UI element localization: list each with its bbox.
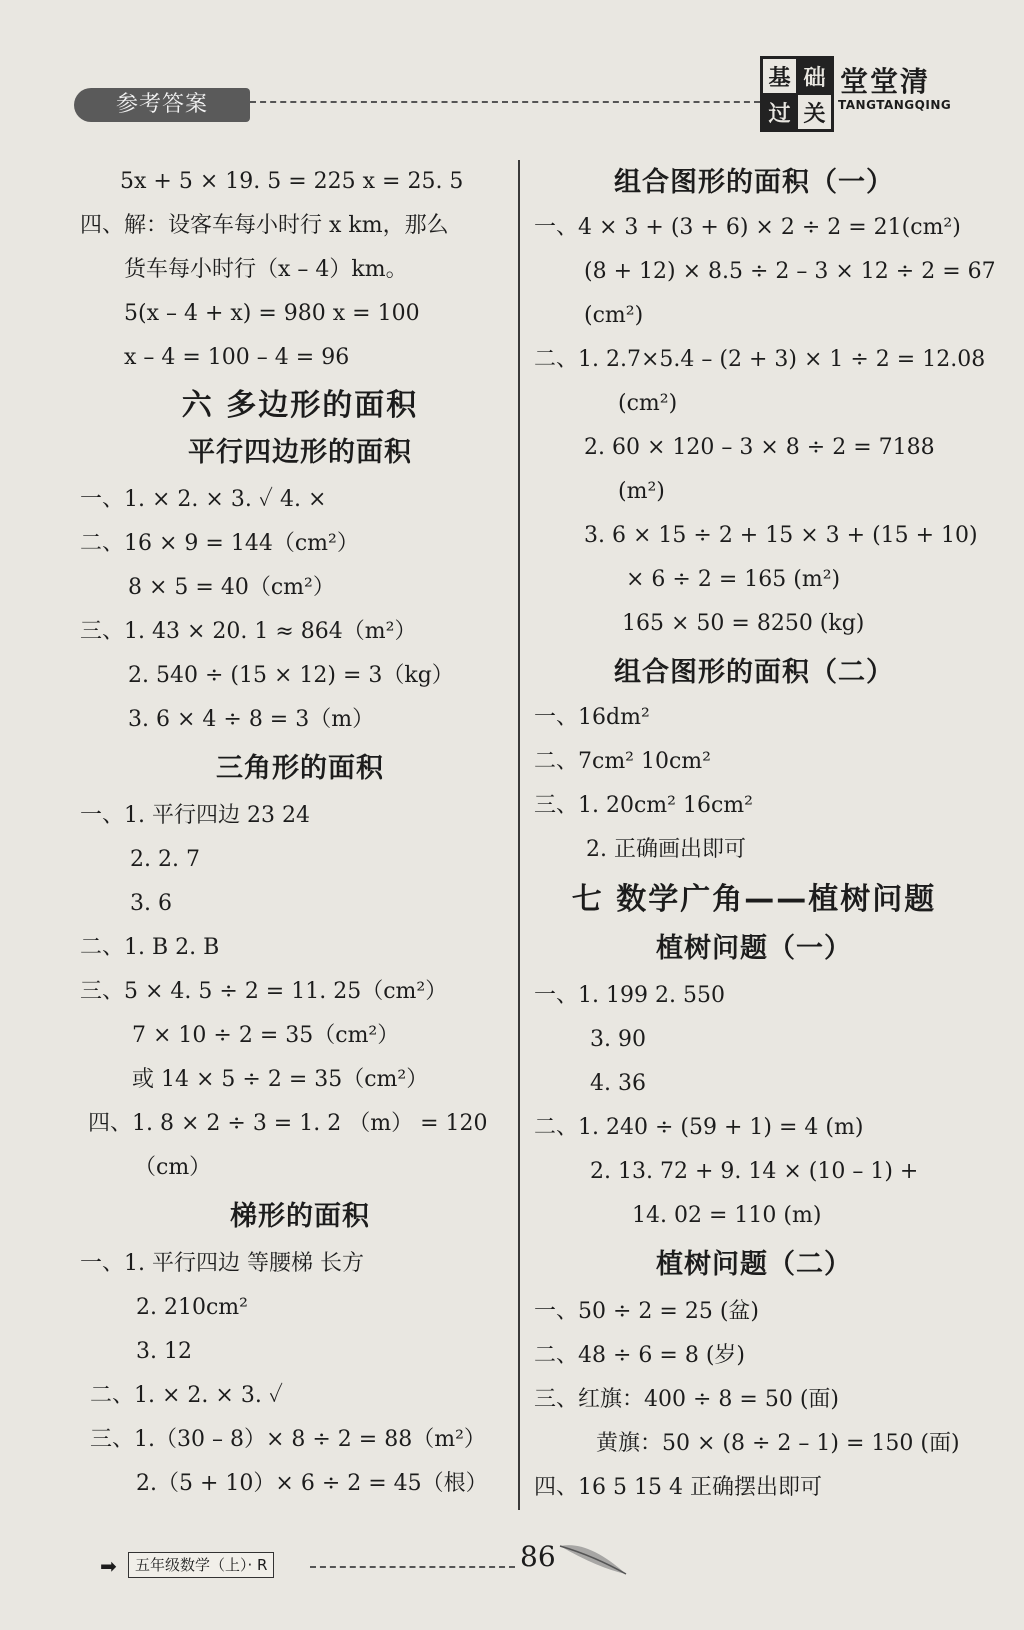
brand-name: 堂堂清 — [840, 65, 931, 98]
answer-line: 三、1.（30 – 8）× 8 ÷ 2 = 88（m²） — [90, 1427, 486, 1452]
answer-line: 三、红旗：400 ÷ 8 = 50 (面) — [534, 1387, 839, 1412]
answer-line: 3. 90 — [590, 1027, 646, 1052]
arrow-right-icon: ➡ — [100, 1554, 117, 1578]
header-dashed-line — [250, 101, 760, 103]
answer-line: 三、5 × 4. 5 ÷ 2 = 11. 25（cm²） — [80, 979, 448, 1004]
answer-line: 3. 6 × 4 ÷ 8 = 3（m） — [128, 707, 375, 732]
answer-line: 二、1. × 2. × 3. ✓ — [90, 1383, 283, 1408]
answer-line: 5(x – 4 + x) = 980 x = 100 — [124, 301, 420, 326]
section-title: 植树问题（一） — [656, 933, 852, 964]
answer-line: 165 × 50 = 8250 (kg) — [622, 611, 865, 636]
series-logo — [760, 56, 834, 132]
answer-line: 2. 2. 7 — [130, 847, 200, 872]
answer-line: 一、1. 平行四边 23 24 — [80, 803, 310, 828]
answer-line: 四、16 5 15 4 正确摆出即可 — [534, 1475, 822, 1500]
section-title: 组合图形的面积（一） — [614, 167, 894, 198]
answer-line: 8 × 5 = 40（cm²） — [128, 575, 335, 600]
logo-char: 关 — [797, 94, 832, 130]
answer-line: 2. 60 × 120 – 3 × 8 ÷ 2 = 7188 — [584, 435, 935, 460]
answer-line: 2. 210cm² — [136, 1295, 248, 1320]
section-title: 植树问题（二） — [656, 1249, 852, 1280]
logo-char: 基 — [762, 58, 797, 94]
answer-line: 一、1. 199 2. 550 — [534, 983, 725, 1008]
answer-line: x – 4 = 100 – 4 = 96 — [124, 345, 350, 370]
answer-line: 二、48 ÷ 6 = 8 (岁) — [534, 1343, 745, 1368]
answer-line: 二、16 × 9 = 144（cm²） — [80, 531, 359, 556]
feather-icon — [558, 1538, 628, 1578]
answer-line: 货车每小时行（x – 4）km。 — [124, 257, 408, 282]
logo-char: 础 — [797, 58, 832, 94]
answer-line: 2.（5 + 10）× 6 ÷ 2 = 45（根） — [136, 1471, 488, 1496]
answer-line: 三、1. 43 × 20. 1 ≈ 864（m²） — [80, 619, 417, 644]
logo-char: 过 — [762, 94, 797, 130]
section-title: 三角形的面积 — [216, 753, 384, 784]
answer-line: × 6 ÷ 2 = 165 (m²) — [626, 567, 841, 592]
answer-line: 3. 6 — [130, 891, 172, 916]
answer-line: 二、1. B 2. B — [80, 935, 220, 960]
answer-line: （cm） — [134, 1155, 212, 1180]
answer-line: 一、16dm² — [534, 705, 650, 730]
answer-line: 一、1. 平行四边 等腰梯 长方 — [80, 1251, 364, 1276]
section-title: 平行四边形的面积 — [188, 437, 412, 468]
section-title: 组合图形的面积（二） — [614, 657, 894, 688]
chapter-title: 七 数学广角——植树问题 — [571, 882, 937, 917]
answer-line: 黄旗：50 × (8 ÷ 2 – 1) = 150 (面) — [596, 1431, 960, 1456]
answer-line: 7 × 10 ÷ 2 = 35（cm²） — [132, 1023, 400, 1048]
section-title: 梯形的面积 — [230, 1201, 370, 1232]
answer-line: (m²) — [618, 479, 665, 504]
answer-line: 一、1. × 2. × 3. ✓ 4. × — [80, 487, 327, 512]
answer-line: 5x + 5 × 19. 5 = 225 x = 25. 5 — [120, 169, 464, 194]
answer-line: (8 + 12) × 8.5 ÷ 2 – 3 × 12 ÷ 2 = 67 — [584, 259, 996, 284]
answer-line: 14. 02 = 110 (m) — [632, 1203, 822, 1228]
answer-line: (cm²) — [584, 303, 644, 328]
chapter-title: 六 多边形的面积 — [181, 388, 419, 423]
footer-dashed-line — [310, 1566, 515, 1568]
book-label: 五年级数学（上）· R — [128, 1552, 274, 1578]
answer-line: 或 14 × 5 ÷ 2 = 35（cm²） — [132, 1067, 429, 1092]
answer-line: (cm²) — [618, 391, 678, 416]
answer-line: 2. 13. 72 + 9. 14 × (10 – 1) + — [590, 1159, 919, 1184]
page-number: 86 — [520, 1540, 556, 1573]
answer-line: 二、1. 2.7×5.4 – (2 + 3) × 1 ÷ 2 = 12.08 — [534, 347, 986, 372]
answer-line: 3. 12 — [136, 1339, 192, 1364]
answer-line: 2. 540 ÷ (15 × 12) = 3（kg） — [128, 663, 454, 688]
reference-answer-tag: 参考答案 — [74, 88, 250, 122]
answer-line: 2. 正确画出即可 — [586, 837, 746, 862]
answer-line: 4. 36 — [590, 1071, 646, 1096]
brand-pinyin: TANGTANGQING — [838, 98, 952, 112]
answer-line: 四、1. 8 × 2 ÷ 3 = 1. 2 （m） = 120 — [88, 1111, 488, 1136]
answer-line: 一、50 ÷ 2 = 25 (盆) — [534, 1299, 759, 1324]
answer-line: 二、7cm² 10cm² — [534, 749, 711, 774]
answer-line: 3. 6 × 15 ÷ 2 + 15 × 3 + (15 + 10) — [584, 523, 978, 548]
answer-line: 一、4 × 3 + (3 + 6) × 2 ÷ 2 = 21(cm²) — [534, 215, 961, 240]
answer-line: 二、1. 240 ÷ (59 + 1) = 4 (m) — [534, 1115, 864, 1140]
answer-line: 三、1. 20cm² 16cm² — [534, 793, 753, 818]
answer-line: 四、解：设客车每小时行 x km，那么 — [80, 213, 449, 238]
